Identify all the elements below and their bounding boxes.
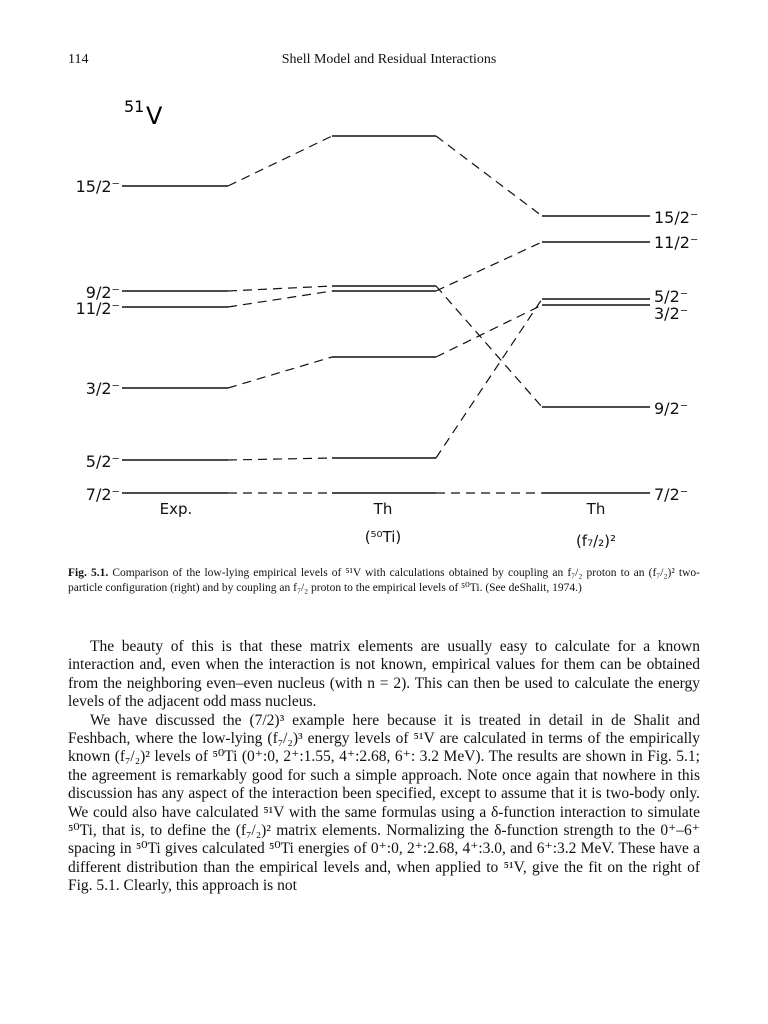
connector-5-2-a [228, 458, 332, 460]
connector-15-2-b [436, 136, 542, 216]
running-title: Shell Model and Residual Interactions [281, 52, 497, 67]
column-label-th1: Th [373, 500, 393, 518]
column-label-th2: Th [586, 500, 606, 518]
connector-3-2-b [436, 305, 542, 357]
paragraph-2: We have discussed the (7/2)³ example here because it is treated in detail in de Shalit and Feshbach, where the low-lying (f₇/₂)³ energy levels of ⁵¹V are calculated in terms of the empirically known (f₇/₂)² levels of ⁵⁰Ti (0⁺:0, 2⁺:1.55, 4⁺:2.68, 6⁺: 3.2 MeV). The results are shown in Fig. 5.1; the agreement is remarkably good for such a simple approach. Note once again that nowhere in this discussion has any aspect of the interaction been specified, except to assume that it is two-body only. We could also have calculated ⁵¹V with the same formulas using a δ-function interaction to simulate ⁵⁰Ti, that is, to define the (f₇/₂)² matrix elements. Normalizing the δ-function strength to the 0⁺–6⁺ spacing in ⁵⁰Ti gives calculated ⁵⁰Ti energies of 0⁺:0, 2⁺:2.68, 4⁺:3.0, and 6⁺:3.2 MeV. These have a different distribution than the empirical levels and, when applied to ⁵¹V, give the fit on the right of Fig. 5.1. Clearly, this approach is not [68, 711, 700, 895]
th2-label-15-2: 15/2⁻ [654, 208, 699, 227]
th2-label-5-2: 5/2⁻ [654, 287, 689, 306]
level-scheme-diagram [0, 80, 768, 560]
figure-caption [68, 566, 700, 596]
th2-label-7-2: 7/2⁻ [654, 485, 689, 504]
connector-11-2-b [436, 242, 542, 291]
exp-label-5-2: 5/2⁻ [85, 452, 120, 471]
paragraph-1: The beauty of this is that these matrix elements are usually easy to calculate for a known interaction and, even when the interaction is not known, empirical values for them can be obtained from the neighboring even–even nucleus (with n = 2). This can then be used to calculate the energy levels of the adjacent odd mass nucleus. [68, 638, 700, 711]
connector-9-2-a [228, 286, 332, 291]
nucleus-symbol: V [146, 102, 163, 130]
connector-11-2-a [228, 291, 332, 307]
th2-label-3-2: 3/2⁻ [654, 304, 689, 323]
page-number: 114 [68, 52, 89, 67]
connector-15-2-a [228, 136, 332, 186]
connector-5-2-b [436, 299, 542, 458]
th2-label-9-2: 9/2⁻ [654, 399, 689, 418]
connector-9-2-b [436, 286, 542, 407]
exp-label-11-2: 11/2⁻ [75, 299, 120, 318]
figure-caption-text: Comparison of the low-lying empirical levels of ⁵¹V with calculations obtained by coupling an f₇/₂ proton to an (f₇/₂)² two-particle configuration (right) and by coupling an f₇/₂ proton to the empirical levels of ⁵⁰Ti. (See deShalit, 1974.) [68, 567, 700, 594]
exp-label-7-2: 7/2⁻ [85, 485, 120, 504]
exp-label-15-2: 15/2⁻ [75, 177, 120, 196]
nucleus-mass-number: 51 [124, 97, 145, 116]
body-text [68, 638, 700, 896]
exp-label-3-2: 3/2⁻ [85, 379, 120, 398]
exp-label-9-2: 9/2⁻ [85, 283, 120, 302]
column-label-th1-sub: (⁵⁰Ti) [364, 528, 402, 546]
column-label-th2-sub: (f₇/₂)² [575, 532, 617, 550]
th2-label-11-2: 11/2⁻ [654, 233, 699, 252]
figure-label: Fig. 5.1. [68, 567, 109, 579]
connector-3-2-a [228, 357, 332, 388]
column-label-exp: Exp. [159, 500, 193, 518]
